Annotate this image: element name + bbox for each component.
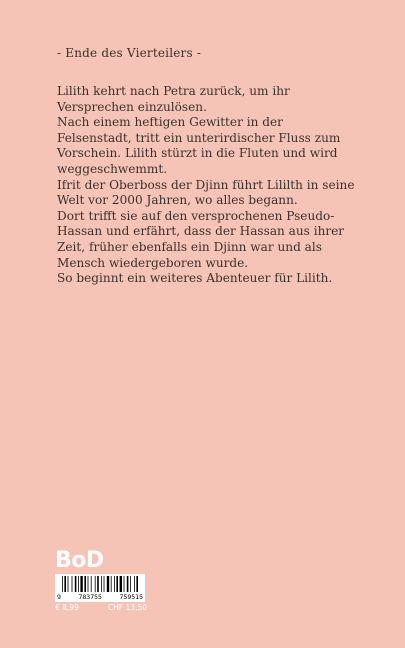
- isbn-group-1: 783755: [78, 593, 102, 601]
- isbn-digits: [57, 593, 143, 601]
- barcode-bar: [64, 576, 66, 592]
- barcode-bar: [104, 576, 105, 592]
- barcode-bar: [88, 576, 89, 592]
- barcode-bar: [91, 576, 92, 592]
- price-line: [55, 603, 147, 612]
- blurb-paragraph: Nach einem heftigen Gewitter in der Felsenstadt, tritt ein unterirdischer Fluss zum Vorschein. Lilith stürzt in die Fluten und wird weggeschwemmt.: [57, 115, 341, 176]
- barcode-bar: [72, 576, 73, 592]
- barcode-bar: [95, 576, 96, 592]
- barcode-bar: [97, 576, 99, 592]
- barcode-bar: [75, 576, 77, 592]
- blurb-paragraph: Ifrit der Oberboss der Djinn führt Lililth in seine Welt vor 2000 Jahren, wo alles begann.: [57, 177, 355, 208]
- barcode-bar: [116, 576, 118, 592]
- barcode-bar: [120, 576, 122, 592]
- barcode-bar: [62, 576, 63, 592]
- blurb-paragraph: Lilith kehrt nach Petra zurück, um ihr Versprechen einzulösen.: [57, 84, 290, 114]
- series-ending-heading: - Ende des Vierteilers -: [57, 46, 202, 60]
- barcode-bar: [127, 576, 129, 592]
- price-eur: € 8,99: [55, 603, 79, 612]
- publisher-logo: BoD: [55, 548, 104, 573]
- barcode-bar: [130, 576, 131, 592]
- barcode-bar: [111, 576, 112, 592]
- barcode-bar: [68, 576, 69, 592]
- price-chf: CHF 13,50: [107, 603, 147, 612]
- blurb-paragraph: Dort trifft sie auf den versprochenen Pseudo-Hassan und erfährt, dass der Hassan aus ihrer Zeit, früher ebenfalls ein Djinn war und als Mensch wiedergeboren wurde.: [57, 208, 345, 270]
- isbn-prefix: 9: [57, 593, 61, 601]
- barcode-bar: [80, 576, 82, 592]
- blurb-text: [57, 84, 357, 287]
- blurb-paragraph: So beginnt ein weiteres Abenteuer für Lilith.: [57, 271, 333, 286]
- barcode-bars-icon: [55, 574, 145, 594]
- isbn-group-2: 759515: [119, 593, 143, 601]
- barcode-bar: [107, 576, 109, 592]
- barcode-bar: [114, 576, 115, 592]
- barcode-bar: [78, 576, 79, 592]
- barcode-bar: [124, 576, 125, 592]
- isbn-barcode: [55, 574, 145, 602]
- barcode-bar: [101, 576, 102, 592]
- barcode-bar: [136, 576, 138, 592]
- barcode-bar: [84, 576, 86, 592]
- barcode-bar: [134, 576, 135, 592]
